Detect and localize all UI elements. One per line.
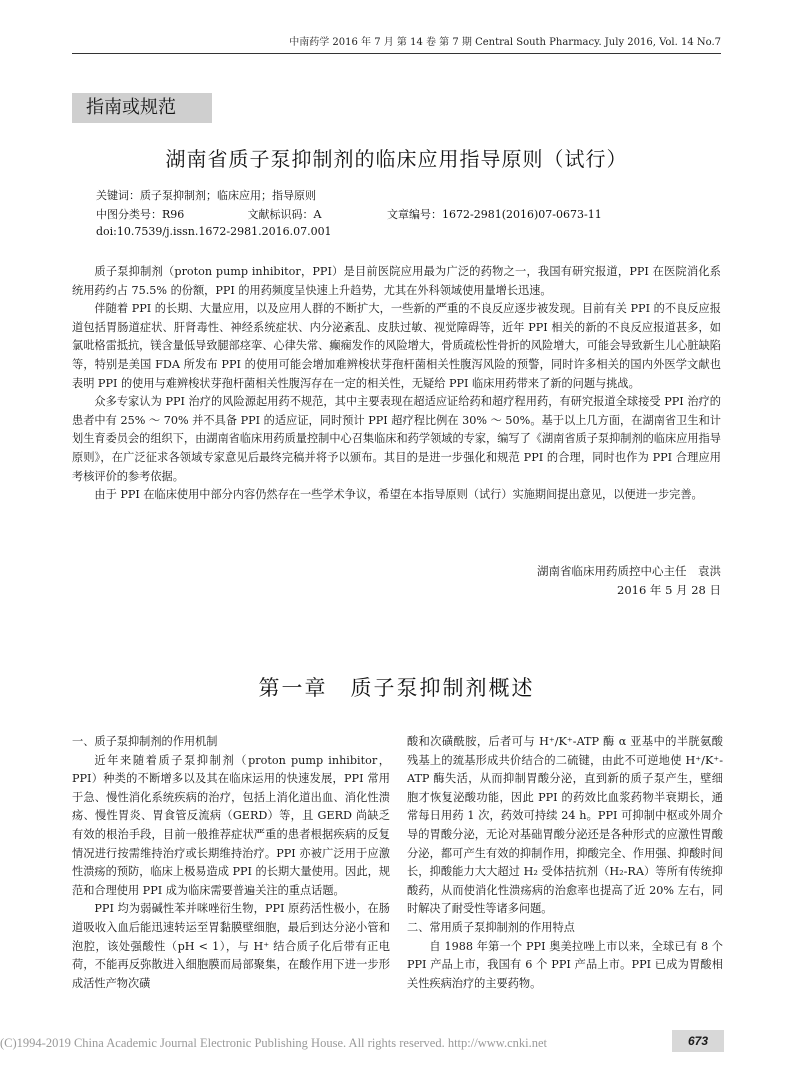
section-heading: 一、质子泵抑制剂的作用机制	[72, 735, 218, 748]
copyright-footer: (C)1994-2019 China Academic Journal Electronic Publishing House. All rights reserved. http://www.cnki.net	[0, 1036, 548, 1050]
chapter-title: 第一章 质子泵抑制剂概述	[258, 676, 535, 700]
right-column	[407, 733, 723, 993]
body-paragraph: 近年来随着质子泵抑制剂（proton pump inhibitor，PPI）种类的不断增多以及其在临床运用的快速发展，PPI 常用于急、慢性消化系统疾病的治疗，包括上消化道出血、消化性溃疡、慢性胃炎、胃食管反流病（GERD）等，且 GERD 尚缺乏有效的根治手段，目前一般推荐症状严重的患者根据疾病的反复情况进行按需维持治疗或长期维持治疗。PPI 亦被广泛用于应激性溃疡的预防，临床上极易造成 PPI 的长期大量使用。因此，规范和合理使用 PPI 成为临床需要普遍关注的重点话题。	[72, 753, 390, 897]
clc-number: 中图分类号：R96	[96, 208, 185, 221]
left-column	[72, 733, 390, 993]
intro-paragraph: 质子泵抑制剂（proton pump inhibitor，PPI）是目前医院应用最为广泛的药物之一，我国有研究报道，PPI 在医院消化系统用药约占 75.5% 的份额，PPI 的用药频度呈快速上升趋势，尤其在外科领域使用量增长迅速。	[72, 265, 721, 297]
signature-author: 湖南省临床用药质控中心主任 袁洪	[537, 564, 721, 578]
classification-line	[96, 206, 602, 222]
intro-paragraph: 伴随着 PPI 的长期、大量应用，以及应用人群的不断扩大，一些新的严重的不良反应逐步被发现。目前有关 PPI 的不良反应报道包括胃肠道症状、肝肾毒性、神经系统症状、内分泌紊乱、皮肤过敏、视觉障碍等，近年 PPI 相关的新的不良反应报道甚多，如氯吡格雷抵抗，镁含量低导致腿部痉挛、心律失常、癫痫发作的风险增大，骨质疏松性骨折的风险增大，可能会导致新生儿心脏缺陷等，特别是美国 FDA 所发布 PPI 的使用可能会增加难辨梭状芽孢杆菌相关性腹泻风险的预警，同时许多相关的国内外医学文献也表明 PPI 的使用与难辨梭状芽孢杆菌相关性腹泻存在一定的相关性，无疑给 PPI 临床用药带来了新的问题与挑战。	[72, 302, 721, 390]
intro-paragraph: 众多专家认为 PPI 治疗的风险源起用药不规范，其中主要表现在超适应证给药和超疗程用药，有研究报道全球接受 PPI 治疗的患者中有 25% ～ 70% 并不具备 PPI 的适应证，同时预计 PPI 超疗程比例在 30% ～ 50%。基于以上几方面，在湖南省卫生和计划生育委员会的组织下，由湖南省临床用药质量控制中心召集临床和药学领域的专家，编写了《湖南省质子泵抑制剂的临床应用指导原则》，在广泛征求各领域专家意见后最终完稿并将予以颁布。其目的是进一步强化和规范 PPI 的合理，同时也作为 PPI 合理应用考核评价的参考依据。	[72, 395, 721, 483]
section-heading: 二、常用质子泵抑制剂的作用特点	[407, 920, 575, 934]
body-paragraph: 酸和次磺酰胺，后者可与 H⁺/K⁺-ATP 酶 α 亚基中的半胱氨酸残基上的巯基形成共价结合的二硫键，由此不可逆地使 H⁺/K⁺-ATP 酶失活，从而抑制胃酸分泌，直到新的质子泵产生，壁细胞才恢复泌酸功能，因此 PPI 的药效比血浆药物半衰期长，通常每日用药 1 次，药效可持续 24 h。PPI 可抑制中枢或外周介导的胃酸分泌，无论对基础胃酸分泌还是各种形式的应激性胃酸分泌，都可产生有效的抑制作用，抑酸完全、作用强、抑酸时间长，抑酸能力大大超过 H₂ 受体拮抗剂（H₂-RA）等所有传统抑酸药，从而使消化性溃疡病的治愈率也提高了近 20% 左右，同时解决了耐受性等诸多问题。	[407, 735, 723, 916]
section-tag: 指南或规范	[72, 93, 212, 123]
body-paragraph: 自 1988 年第一个 PPI 奥美拉唑上市以来，全球已有 8 个 PPI 产品上市，我国有 6 个 PPI 产品上市。PPI 已成为胃酸相关性疾病治疗的主要药物。	[407, 939, 723, 990]
journal-header: 中南药学 2016 年 7 月 第 14 卷 第 7 期 Central South Pharmacy. July 2016, Vol. 14 No.7	[72, 33, 721, 54]
body-paragraph: PPI 均为弱碱性苯并咪唑衍生物，PPI 原药活性极小，在肠道吸收入血后能迅速转运至胃黏膜壁细胞，最后到达分泌小管和泡腔，该处强酸性（pH < 1），与 H⁺ 结合质子化后带有正电荷，不能再反弥散进入细胞膜而局部聚集，在酸作用下进一步形成活性产物次磺	[72, 902, 390, 990]
intro-paragraph: 由于 PPI 在临床使用中部分内容仍然存在一些学术争议，希望在本指导原则（试行）实施期间提出意见，以便进一步完善。	[94, 488, 703, 502]
intro-text	[72, 263, 721, 505]
article-number: 文章编号：1672-2981(2016)07-0673-11	[387, 208, 602, 221]
document-code: 文献标识码：A	[247, 208, 322, 221]
keywords: 关键词：质子泵抑制剂；临床应用；指导原则	[96, 189, 316, 202]
signature-date: 2016 年 5 月 28 日	[617, 583, 721, 597]
page-number: 673	[672, 1030, 724, 1052]
doi: doi:10.7539/j.issn.1672-2981.2016.07.001	[96, 225, 332, 238]
article-title: 湖南省质子泵抑制剂的临床应用指导原则（试行）	[165, 147, 628, 171]
